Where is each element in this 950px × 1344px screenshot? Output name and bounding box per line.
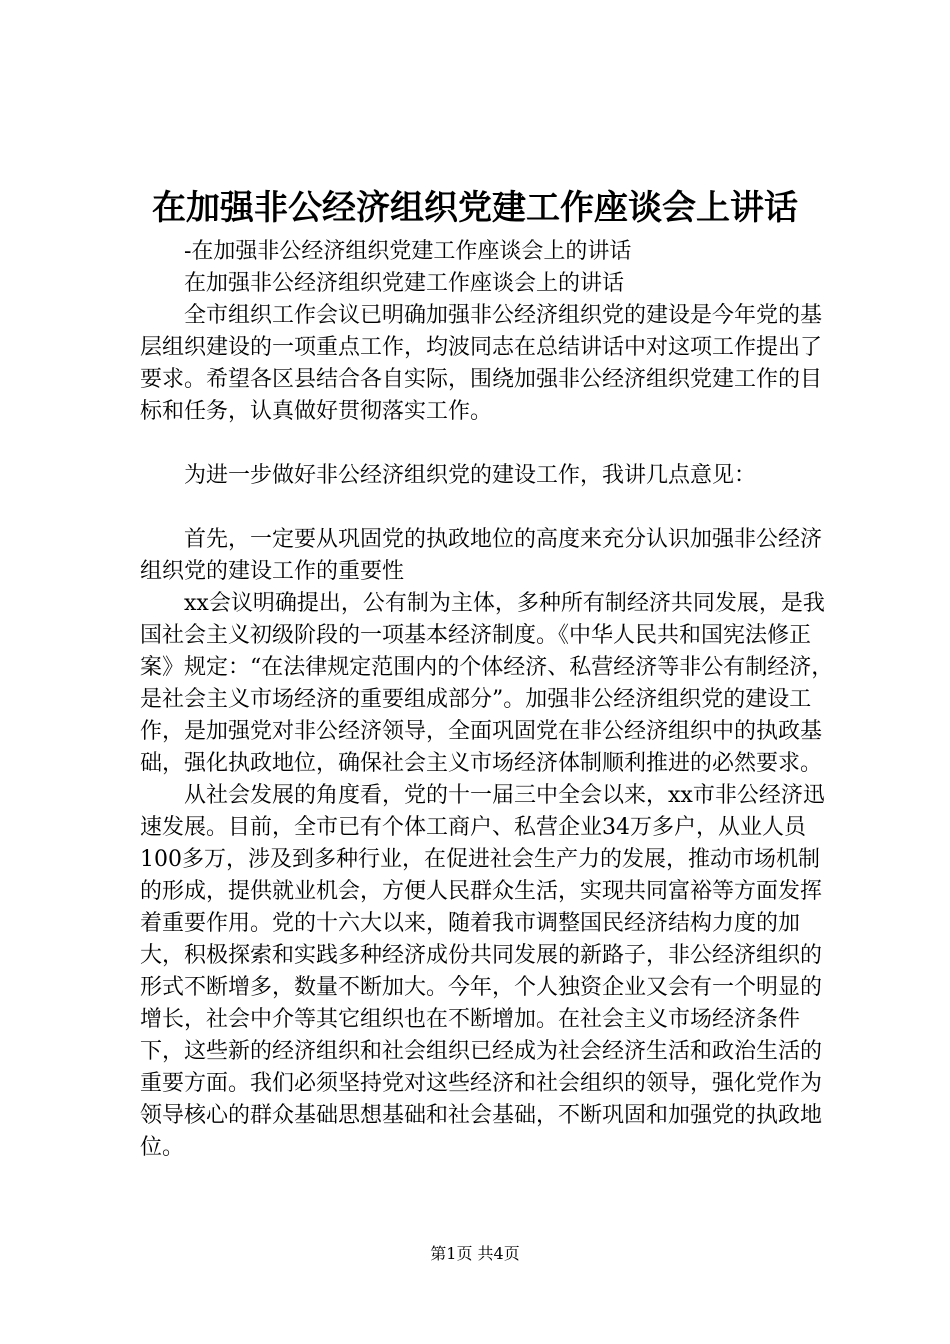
paragraph-1: 全市组织工作会议已明确加强非公经济组织党的建设是今年党的基层组织建设的一项重点工作，均波同志在总结讲话中对这项工作提出了要求。希望各区县结合各自实际，围绕加强非公经济组织党建工作的目标和任务，认真做好贯彻落实工作。: [140, 303, 823, 424]
paragraph-2: 为进一步做好非公经济组织党的建设工作，我讲几点意见：: [184, 463, 757, 488]
subtitle-line-2: 在加强非公经济组织党建工作座谈会上的讲话: [184, 271, 625, 296]
document-title: 在加强非公经济组织党建工作座谈会上讲话: [152, 188, 798, 228]
paragraph-4: xx会议明确提出，公有制为主体，多种所有制经济共同发展，是我国社会主义初级阶段的一项基本经济制度。《中华人民共和国宪法修正案》规定：“在法律规定范围内的个体经济、私营经济等非公有制经济，是社会主义市场经济的重要组成部分”。加强非公经济组织党的建设工作，是加强党对非公经济领导，全面巩固党在非公经济组织中的执政基础，强化执政地位，确保社会主义市场经济体制顺利推进的必然要求。: [140, 591, 834, 776]
subtitle-line-1: -在加强非公经济组织党建工作座谈会上的讲话: [184, 239, 632, 264]
paragraph-5: 从社会发展的角度看，党的十一届三中全会以来，xx市非公经济迅速发展。目前，全市已有个体工商户、私营企业34万多户，从业人员100多万，涉及到多种行业，在促进社会生产力的发展，推动市场机制的形成，提供就业机会，方便人民群众生活，实现共同富裕等方面发挥着重要作用。党的十六大以来，随着我市调整国民经济结构力度的加大，积极探索和实践多种经济成份共同发展的新路子，非公经济组织的形式不断增多，数量不断加大。今年，个人独资企业又会有一个明显的增长，社会中介等其它组织也在不断增加。在社会主义市场经济条件下，这些新的经济组织和社会组织已经成为社会经济生活和政治生活的重要方面。我们必须坚持党对这些经济和社会组织的领导，强化党作为领导核心的群众基础思想基础和社会基础，不断巩固和加强党的执政地位。: [140, 783, 825, 1160]
document-body: [140, 236, 840, 1164]
page-footer: 第1页 共4页: [430, 1244, 520, 1263]
paragraph-3: 首先，一定要从巩固党的执政地位的高度来充分认识加强非公经济组织党的建设工作的重要性: [140, 527, 823, 584]
